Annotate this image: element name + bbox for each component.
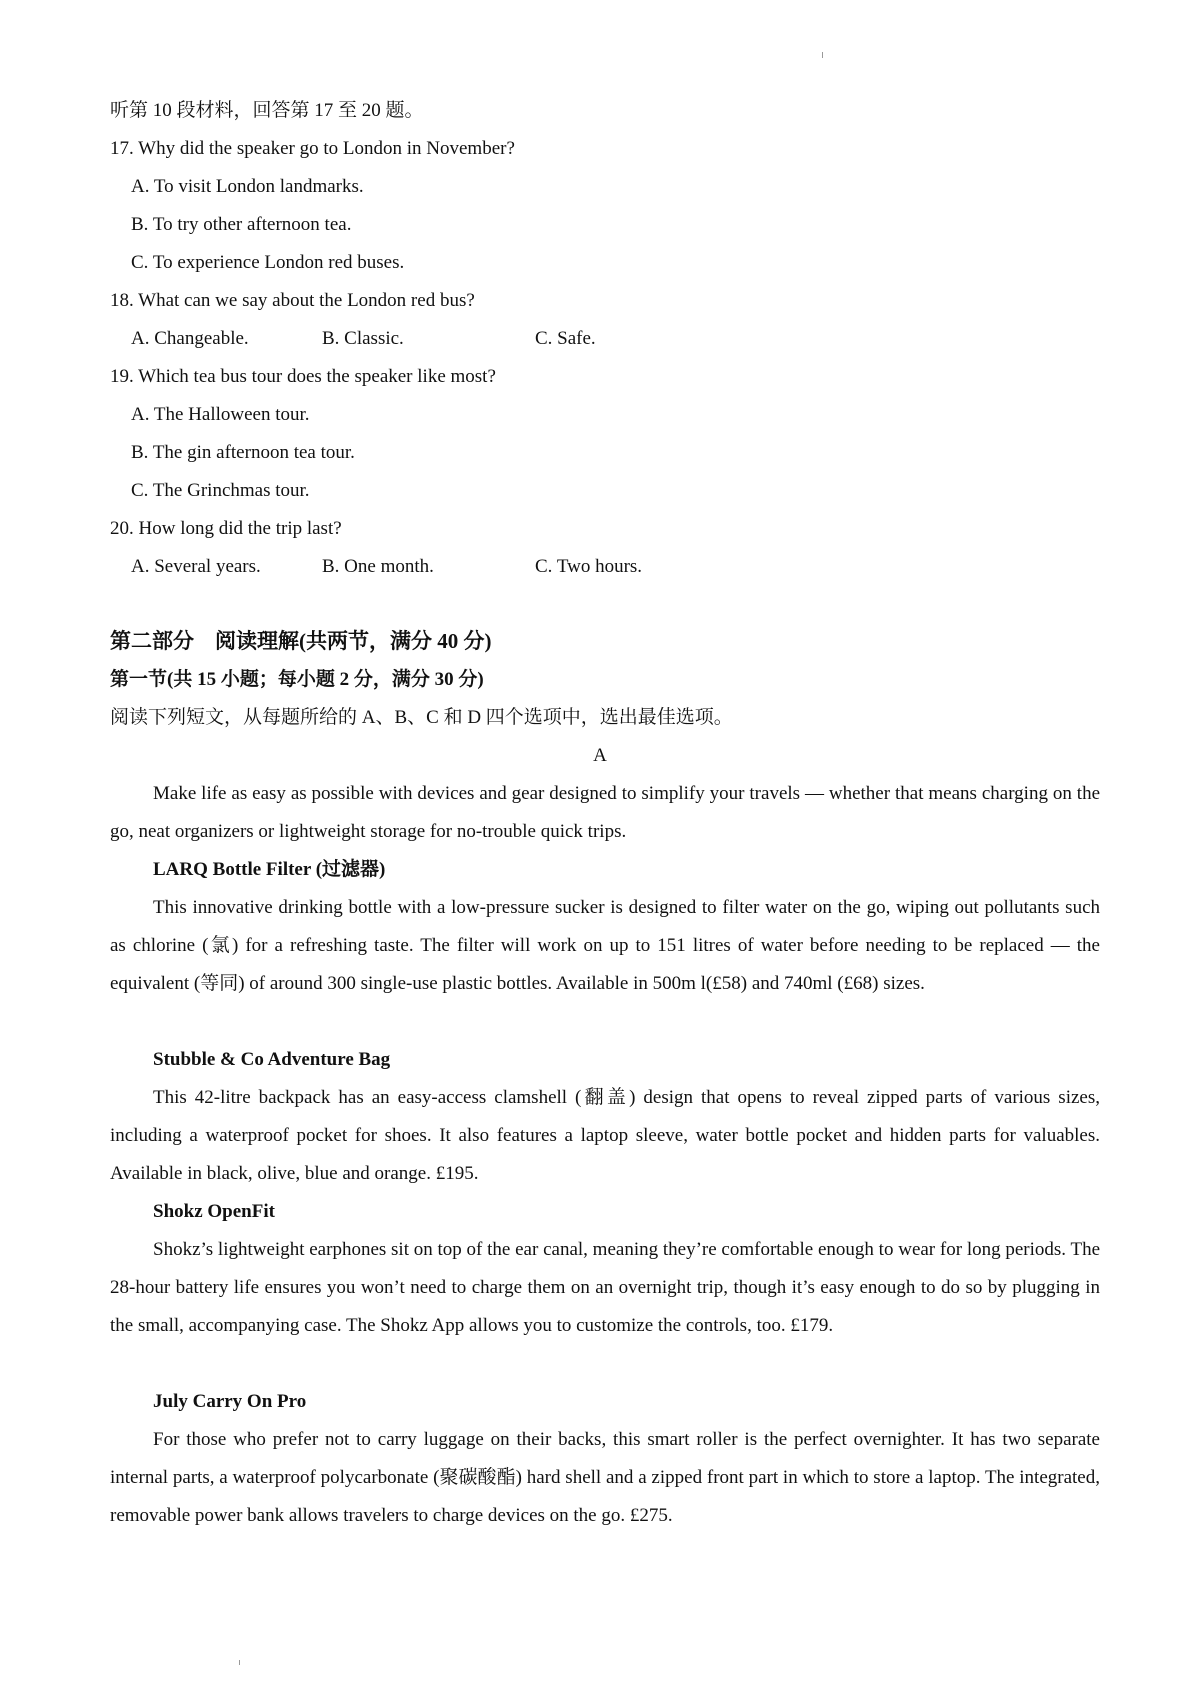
product-3-name: Shokz OpenFit [153, 1201, 275, 1222]
question-20-option-b: B. One month. [322, 556, 434, 577]
question-19-stem: 19. Which tea bus tour does the speaker like most? [110, 366, 496, 387]
question-20-option-a: A. Several years. [131, 556, 261, 577]
passage-intro: Make life as easy as possible with devices and gear designed to simplify your travels — whether that means charging on the go, neat organizers or lightweight storage for no-trouble quick trips. [110, 783, 1100, 842]
question-18-option-a: A. Changeable. [131, 328, 249, 349]
passage-letter: A [593, 745, 607, 766]
product-1-text: This innovative drinking bottle with a low-pressure sucker is designed to filter water on the go, wiping out pollutants such as chlorine (氯) for a refreshing taste. The filter will work on up to 151 litres of water before needing to be replaced — the equivalent (等同) of around 300 single-use plastic bottles. Available in 500m l(£58) and 740ml (£68) sizes. [110, 897, 1100, 994]
scan-mark-bottom [239, 1660, 240, 1665]
reading-section-title: 第一节(共 15 小题；每小题 2 分，满分 30 分) [110, 669, 484, 690]
question-17-stem: 17. Why did the speaker go to London in November? [110, 138, 515, 159]
scan-mark-top [822, 52, 823, 58]
question-17-option-c: C. To experience London red buses. [131, 252, 405, 273]
product-4-text: For those who prefer not to carry luggage on their backs, this smart roller is the perfect overnighter. It has two separate internal parts, a waterproof polycarbonate (聚碳酸酯) hard shell and a zipped front part in which to store a laptop. The integrated, removable power bank allows travelers to charge devices on the go. £275. [110, 1429, 1100, 1526]
question-20-option-c: C. Two hours. [535, 556, 643, 577]
question-19-option-a: A. The Halloween tour. [131, 404, 310, 425]
product-4-name: July Carry On Pro [153, 1391, 307, 1412]
question-17-option-b: B. To try other afternoon tea. [131, 214, 352, 235]
listening-instruction: 听第 10 段材料，回答第 17 至 20 题。 [110, 100, 424, 121]
question-20-stem: 20. How long did the trip last? [110, 518, 342, 539]
reading-part-title: 第二部分 阅读理解(共两节，满分 40 分) [110, 629, 492, 653]
product-1-name: LARQ Bottle Filter (过滤器) [153, 859, 386, 880]
reading-instruction: 阅读下列短文，从每题所给的 A、B、C 和 D 四个选项中，选出最佳选项。 [110, 707, 733, 728]
question-17-option-a: A. To visit London landmarks. [131, 176, 364, 197]
question-18-option-c: C. Safe. [535, 328, 596, 349]
product-2-name: Stubble & Co Adventure Bag [153, 1049, 391, 1070]
question-19-option-c: C. The Grinchmas tour. [131, 480, 310, 501]
question-18-option-b: B. Classic. [322, 328, 404, 349]
product-3-text: Shokz’s lightweight earphones sit on top of the ear canal, meaning they’re comfortable enough to wear for long periods. The 28-hour battery life ensures you won’t need to charge them on an overnight trip, though it’s easy enough to do so by plugging in the small, accompanying case. The Shokz App allows you to customize the controls, too. £179. [110, 1239, 1100, 1336]
question-19-option-b: B. The gin afternoon tea tour. [131, 442, 355, 463]
product-2-text: This 42-litre backpack has an easy-access clamshell (翻盖) design that opens to reveal zipped parts of various sizes, including a waterproof pocket for shoes. It also features a laptop sleeve, water bottle pocket and hidden parts for valuables. Available in black, olive, blue and orange. £195. [110, 1087, 1100, 1184]
question-18-stem: 18. What can we say about the London red bus? [110, 290, 475, 311]
